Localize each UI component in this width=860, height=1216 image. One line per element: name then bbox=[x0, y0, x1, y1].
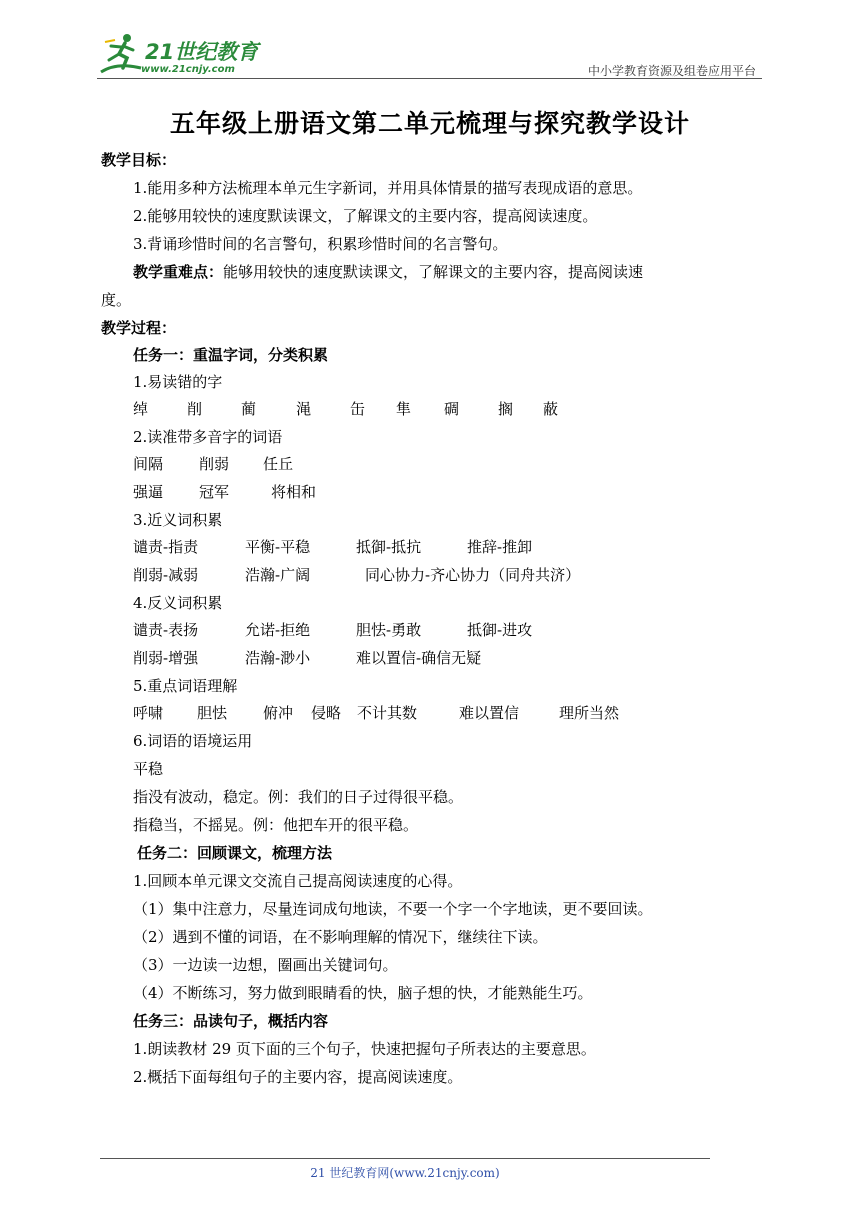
task1-title: 任务一：重温字词，分类积累 bbox=[133, 346, 329, 364]
word-item: 谴责-指责 bbox=[133, 538, 199, 556]
word-item: 间隔 bbox=[133, 455, 164, 473]
word-item: 渑 bbox=[296, 400, 312, 418]
word-item: 搁 bbox=[498, 400, 514, 418]
word-item: 允诺-拒绝 bbox=[245, 621, 311, 639]
word-item: 平衡-平稳 bbox=[245, 538, 311, 556]
task1-section-6: 6.词语的语境运用 bbox=[133, 732, 253, 750]
word-item: 推辞-推卸 bbox=[467, 538, 533, 556]
hard-characters-row bbox=[133, 399, 613, 419]
task2-paragraph: 1.回顾本单元课文交流自己提高阅读速度的心得。 bbox=[133, 872, 463, 890]
word-item: 浩瀚-广阔 bbox=[245, 566, 311, 584]
logo-url: www.21cnjy.com bbox=[141, 64, 235, 75]
word-item: 谴责-表扬 bbox=[133, 621, 199, 639]
synonym-row bbox=[133, 565, 653, 585]
goals-heading: 教学目标： bbox=[101, 151, 177, 169]
word-item: 碉 bbox=[444, 400, 460, 418]
context-example: 指没有波动，稳定。例：我们的日子过得很平稳。 bbox=[133, 788, 464, 806]
key-points bbox=[133, 262, 643, 282]
synonym-row bbox=[133, 537, 653, 557]
word-item: 侵略 bbox=[311, 704, 342, 722]
page-header bbox=[97, 30, 762, 80]
word-item: 将相和 bbox=[271, 483, 317, 501]
page-footer[interactable]: 21 世纪教育网(www.21cnjy.com) bbox=[310, 1166, 500, 1180]
runner-icon bbox=[97, 32, 147, 78]
word-item: 不计其数 bbox=[357, 704, 418, 722]
task1-section-1: 1.易读错的字 bbox=[133, 373, 223, 391]
word-item: 强逼 bbox=[133, 483, 164, 501]
word-item: 同心协力-齐心协力（同舟共济） bbox=[365, 566, 581, 584]
site-logo[interactable] bbox=[97, 30, 267, 78]
antonym-row bbox=[133, 620, 653, 640]
key-points-label: 教学重难点： bbox=[133, 263, 224, 281]
task1-section-5: 5.重点词语理解 bbox=[133, 677, 238, 695]
word-item: 胆怯-勇敢 bbox=[356, 621, 422, 639]
goal-item: 2.能够用较快的速度默读课文，了解课文的主要内容，提高阅读速度。 bbox=[133, 207, 598, 225]
key-words-row bbox=[133, 703, 653, 723]
task3-paragraph: 1.朗读教材 29 页下面的三个句子，快速把握句子所表达的主要意思。 bbox=[133, 1040, 596, 1058]
word-item: 削弱-增强 bbox=[133, 649, 199, 667]
polyphone-row bbox=[133, 482, 433, 502]
goal-item: 3.背诵珍惜时间的名言警句，积累珍惜时间的名言警句。 bbox=[133, 235, 508, 253]
word-item: 呼啸 bbox=[133, 704, 164, 722]
word-item: 任丘 bbox=[263, 455, 294, 473]
word-item: 难以置信-确信无疑 bbox=[356, 649, 482, 667]
header-tagline: 中小学教育资源及组卷应用平台 bbox=[587, 64, 756, 78]
task1-section-3: 3.近义词积累 bbox=[133, 511, 223, 529]
page-title: 五年级上册语文第二单元梳理与探究教学设计 bbox=[169, 109, 690, 138]
task1-section-4: 4.反义词积累 bbox=[133, 594, 223, 612]
context-word: 平稳 bbox=[133, 760, 164, 778]
word-item: 抵御-进攻 bbox=[467, 621, 533, 639]
word-item: 缶 bbox=[350, 400, 366, 418]
goal-item: 1.能用多种方法梳理本单元生字新词，并用具体情景的描写表现成语的意思。 bbox=[133, 179, 643, 197]
word-item: 隼 bbox=[396, 400, 412, 418]
header-divider bbox=[97, 78, 762, 79]
word-item: 蔺 bbox=[241, 400, 257, 418]
word-item: 抵御-抵抗 bbox=[356, 538, 422, 556]
word-item: 削 bbox=[187, 400, 203, 418]
antonym-row bbox=[133, 648, 653, 668]
task2-paragraph: （2）遇到不懂的词语，在不影响理解的情况下，继续往下读。 bbox=[133, 928, 548, 946]
process-heading: 教学过程： bbox=[101, 319, 177, 337]
task3-paragraph: 2.概括下面每组句子的主要内容，提高阅读速度。 bbox=[133, 1068, 463, 1086]
word-item: 绰 bbox=[133, 400, 149, 418]
task2-paragraph: （4）不断练习，努力做到眼睛看的快，脑子想的快，才能熟能生巧。 bbox=[133, 984, 593, 1002]
key-points-continued: 度。 bbox=[101, 291, 132, 309]
task2-title: 任务二：回顾课文，梳理方法 bbox=[137, 844, 333, 862]
word-item: 冠军 bbox=[199, 483, 230, 501]
task1-section-2: 2.读准带多音字的词语 bbox=[133, 428, 283, 446]
task2-paragraph: （3）一边读一边想，圈画出关键词句。 bbox=[133, 956, 398, 974]
word-item: 蔽 bbox=[543, 400, 559, 418]
word-item: 削弱-减弱 bbox=[133, 566, 199, 584]
word-item: 浩瀚-渺小 bbox=[245, 649, 311, 667]
footer-divider bbox=[100, 1158, 710, 1159]
context-example: 指稳当，不摇晃。例：他把车开的很平稳。 bbox=[133, 816, 419, 834]
word-item: 难以置信 bbox=[459, 704, 520, 722]
task2-paragraph: （1）集中注意力，尽量连词成句地读，不要一个字一个字地读，更不要回读。 bbox=[133, 900, 653, 918]
word-item: 胆怯 bbox=[197, 704, 228, 722]
polyphone-row bbox=[133, 454, 433, 474]
key-points-text: 能够用较快的速度默读课文，了解课文的主要内容，提高阅读速 bbox=[223, 263, 644, 281]
word-item: 俯冲 bbox=[263, 704, 294, 722]
word-item: 理所当然 bbox=[559, 704, 620, 722]
logo-text: 21世纪教育 bbox=[145, 40, 259, 64]
task3-title: 任务三：品读句子，概括内容 bbox=[133, 1012, 329, 1030]
word-item: 削弱 bbox=[199, 455, 230, 473]
